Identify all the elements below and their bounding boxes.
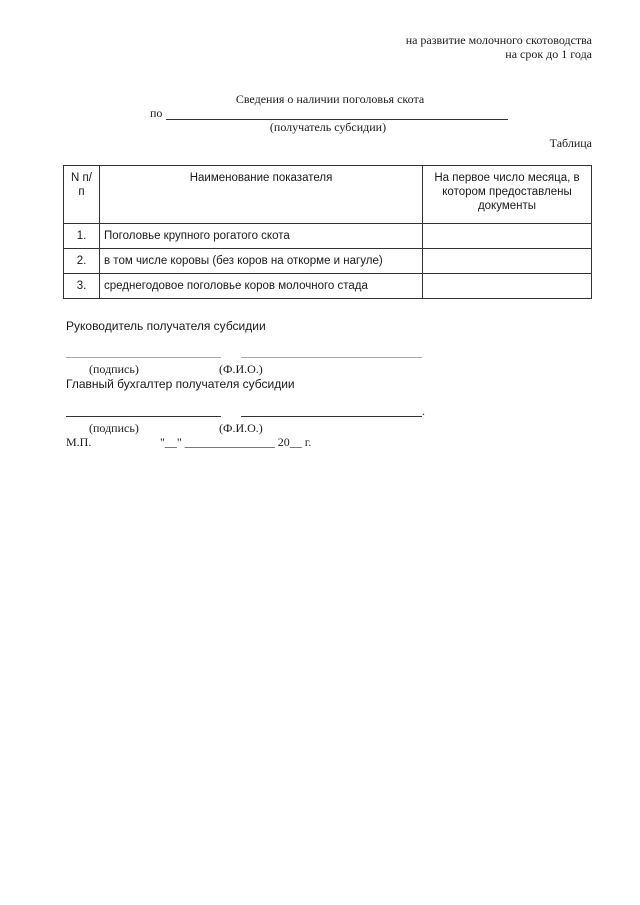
livestock-table [63, 165, 592, 299]
table-row [64, 274, 592, 299]
table-header-row [64, 166, 592, 224]
stamp-label: М.П. [66, 435, 92, 449]
date-field[interactable]: "__" _______________ 20__ г. [160, 435, 312, 449]
row-number: 1. [64, 224, 100, 249]
head-title: Руководитель получателя субсидии [66, 319, 266, 333]
recipient-prefix: по [150, 106, 163, 120]
row-value-cell[interactable] [423, 274, 592, 299]
accountant-signature-line[interactable] [66, 416, 221, 417]
header-line-1: на развитие молочного скотоводства [405, 33, 592, 47]
recipient-caption: (получатель субсидии) [269, 120, 387, 134]
head-signature-caption: (подпись) [89, 362, 139, 376]
row-name: в том числе коровы (без коров на откорме и нагуле) [100, 249, 423, 274]
head-name-caption: (Ф.И.О.) [219, 362, 263, 376]
accountant-name-line[interactable] [241, 416, 422, 417]
table-label: Таблица [549, 136, 592, 150]
header-number: N п/п [64, 166, 100, 224]
head-name-line[interactable] [241, 357, 422, 358]
table-row [64, 224, 592, 249]
accountant-name-caption: (Ф.И.О.) [219, 421, 263, 435]
head-signature-line[interactable] [66, 357, 221, 358]
trailing-dot: . [422, 404, 425, 418]
table-row [64, 249, 592, 274]
row-name: среднегодовое поголовье коров молочного стада [100, 274, 423, 299]
row-value-cell[interactable] [423, 224, 592, 249]
header-indicator: Наименование показателя [100, 166, 423, 224]
accountant-signature-caption: (подпись) [89, 421, 139, 435]
header-line-2: на срок до 1 года [505, 47, 592, 61]
chief-accountant-title: Главный бухгалтер получателя субсидии [66, 377, 295, 391]
row-number: 2. [64, 249, 100, 274]
row-number: 3. [64, 274, 100, 299]
row-value-cell[interactable] [423, 249, 592, 274]
row-name: Поголовье крупного рогатого скота [100, 224, 423, 249]
header-month: На первое число месяца, в котором предоставлены документы [423, 166, 592, 224]
document-title: Сведения о наличии поголовья скота [235, 92, 425, 106]
